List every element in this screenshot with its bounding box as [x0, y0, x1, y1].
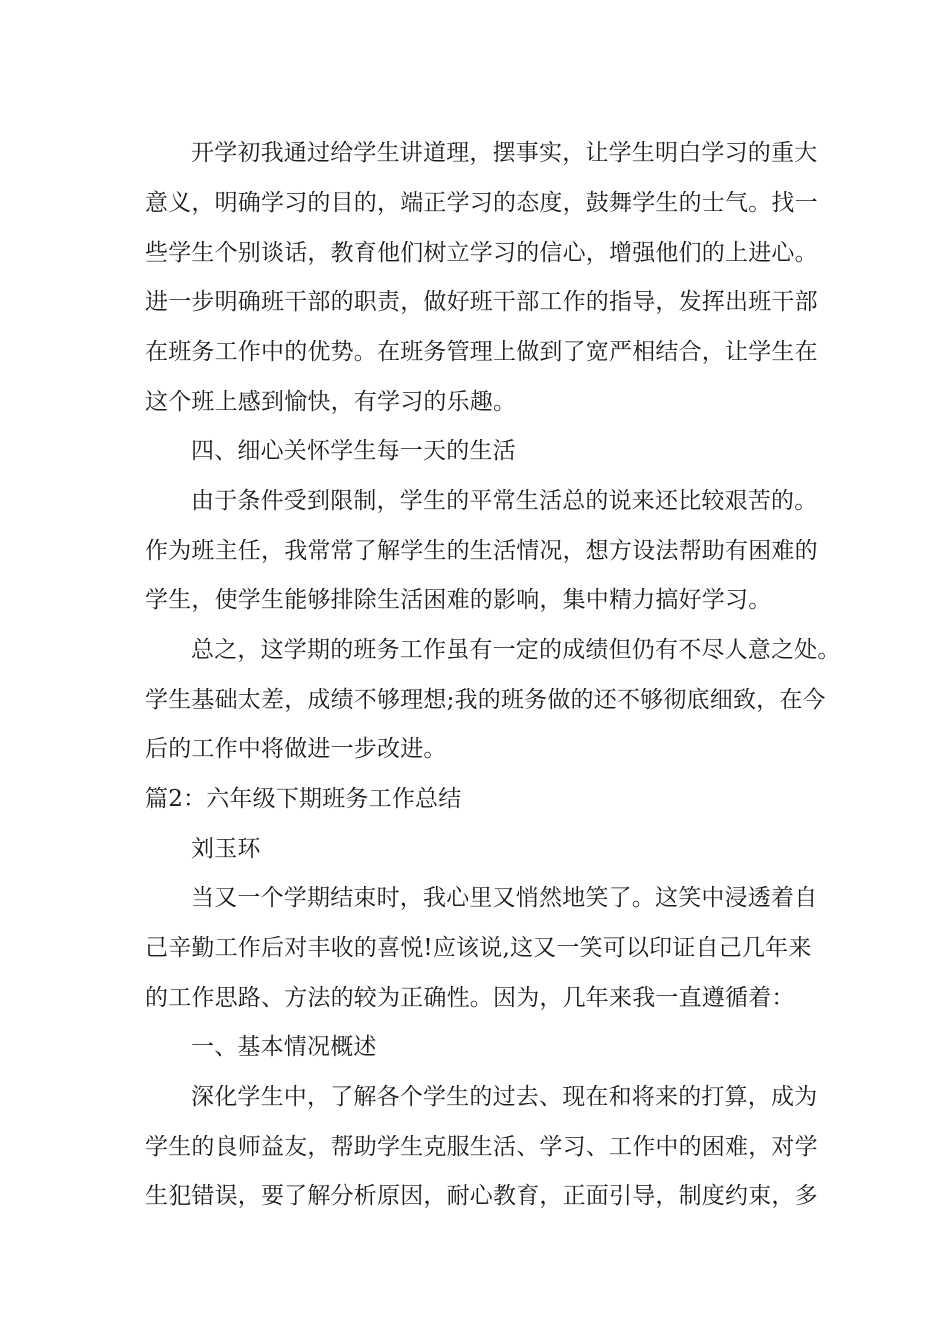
paragraph-line: 学生，使学生能够排除生活困难的影响，集中精力搞好学习。: [145, 587, 772, 613]
paragraph-line: 开学初我通过给学生讲道理，摆事实，让学生明白学习的重大: [191, 140, 818, 166]
paragraph-line: 总之，这学期的班务工作虽有一定的成绩但仍有不尽人意之处。: [191, 637, 841, 663]
article-title: 篇2：六年级下期班务工作总结: [145, 786, 462, 812]
section-heading: 一、基本情况概述: [191, 1034, 377, 1060]
paragraph-line: 学生的良师益友，帮助学生克服生活、学习、工作中的困难，对学: [145, 1134, 818, 1160]
paragraph-line: 进一步明确班干部的职责，做好班干部工作的指导，发挥出班干部: [145, 289, 818, 315]
paragraph-line: 由于条件受到限制，学生的平常生活总的说来还比较艰苦的。: [191, 488, 818, 514]
paragraph-line: 当又一个学期结束时，我心里又悄然地笑了。这笑中浸透着自: [191, 885, 818, 911]
paragraph-line: 在班务工作中的优势。在班务管理上做到了宽严相结合，让学生在: [145, 339, 818, 365]
paragraph-line: 这个班上感到愉快，有学习的乐趣。: [145, 389, 517, 415]
paragraph-line: 的工作思路、方法的较为正确性。因为，几年来我一直遵循着：: [145, 985, 795, 1011]
paragraph-line: 深化学生中，了解各个学生的过去、现在和将来的打算，成为: [191, 1084, 818, 1110]
section-heading: 四、细心关怀学生每一天的生活: [191, 438, 516, 464]
paragraph-line: 意义，明确学习的目的，端正学习的态度，鼓舞学生的士气。找一: [145, 190, 818, 216]
paragraph-line: 后的工作中将做进一步改进。: [145, 736, 447, 762]
paragraph-line: 学生基础太差，成绩不够理想;我的班务做的还不够彻底细致，在今: [145, 687, 826, 713]
paragraph-line: 作为班主任，我常常了解学生的生活情况，想方设法帮助有困难的: [145, 538, 818, 564]
paragraph-line: 己辛勤工作后对丰收的喜悦!应该说,这又一笑可以印证自己几年来: [145, 935, 812, 961]
author-name: 刘玉环: [191, 836, 261, 862]
paragraph-line: 些学生个别谈话，教育他们树立学习的信心，增强他们的上进心。: [145, 240, 818, 266]
paragraph-line: 生犯错误，要了解分析原因，耐心教育，正面引导，制度约束，多: [145, 1183, 818, 1209]
